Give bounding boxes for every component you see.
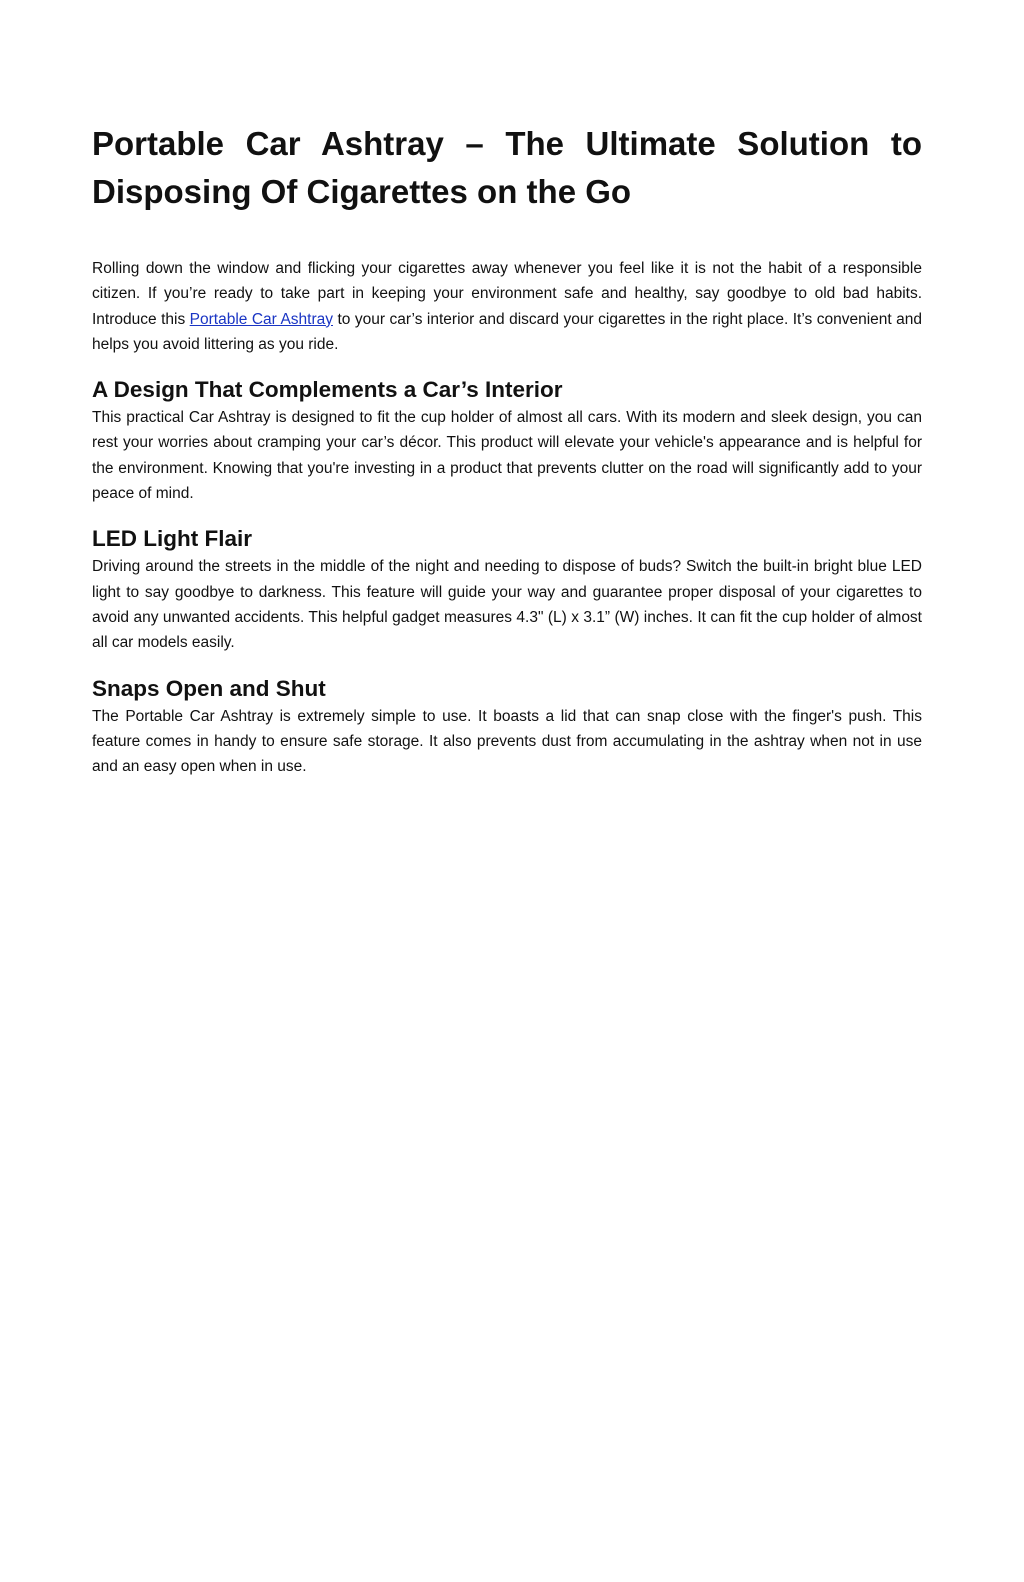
portable-car-ashtray-link[interactable]: Portable Car Ashtray [189, 310, 333, 328]
intro-paragraph [92, 256, 922, 357]
document-title: Portable Car Ashtray – The Ultimate Solution to Disposing Of Cigarettes on the Go [92, 125, 922, 210]
section-body-led-light: Driving around the streets in the middle of the night and needing to dispose of buds? Switch the built-in bright blue LED light to say goodbye to darkness. This feature will guide your way and guarantee proper disposal of your cigarettes to avoid any unwanted accidents. This helpful gadget measures 4.3" (L) x 3.1” (W) inches. It can fit the cup holder of almost all car models easily. [92, 558, 922, 652]
document-page [92, 120, 922, 779]
section-heading-snaps: Snaps Open and Shut [92, 675, 326, 701]
section-heading-design: A Design That Complements a Car’s Interior [92, 377, 563, 403]
section-body-snaps: The Portable Car Ashtray is extremely simple to use. It boasts a lid that can snap close with the finger's push. This feature comes in handy to ensure safe storage. It also prevents dust from accumulating in the ashtray when not in use and an easy open when in use. [92, 707, 922, 776]
intro-text-after-link: to your car’s interior and discard your cigarettes in the right place. It’s convenient and helps you avoid littering as you ride. [92, 310, 923, 353]
intro-text-before-link: Rolling down the window and flicking your cigarettes away whenever you feel like it is not the habit of a responsible citizen. If you’re ready to take part in keeping your environment safe and healthy, say goodbye to old bad habits. Introduce this [92, 260, 922, 328]
section-heading-led-light: LED Light Flair [92, 526, 252, 552]
section-body-design: This practical Car Ashtray is designed to fit the cup holder of almost all cars. With its modern and sleek design, you can rest your worries about cramping your car’s décor. This product will elevate your vehicle's appearance and is helpful for the environment. Knowing that you're investing in a product that prevents clutter on the road will significantly add to your peace of mind. [92, 409, 922, 503]
